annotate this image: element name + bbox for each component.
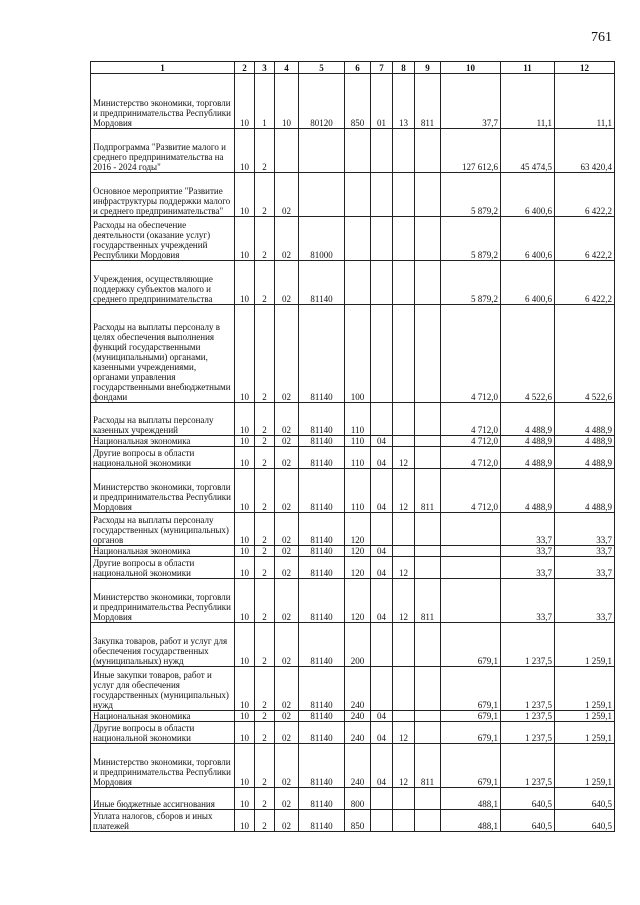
expense-code-cell: 81140 [299, 261, 345, 305]
value-2023-cell: 640,5 [555, 788, 615, 810]
value-2023-cell: 6 422,2 [555, 173, 615, 217]
subsection-cell: 1 [255, 74, 275, 129]
row-name-cell: Другие вопросы в области национальной экономики [91, 557, 235, 579]
table-row [91, 557, 615, 579]
value-2021-cell: 679,1 [441, 722, 501, 744]
expense-code-cell: 81140 [299, 403, 345, 436]
expense-code-cell: 81140 [299, 305, 345, 403]
program-cell: 10 [275, 74, 299, 129]
ministry-cell [415, 261, 441, 305]
expense-type-cell: 850 [345, 810, 371, 832]
table-row [91, 810, 615, 832]
value-2023-cell: 11,1 [555, 74, 615, 129]
value-2021-cell: 4 712,0 [441, 469, 501, 513]
value-2021-cell: 4 712,0 [441, 305, 501, 403]
subsection-cell: 2 [255, 447, 275, 469]
chapter-cell: 04 [371, 469, 393, 513]
ministry-cell [415, 513, 441, 546]
value-2022-cell: 1 237,5 [501, 623, 555, 667]
chapter-cell: 04 [371, 557, 393, 579]
subchapter-cell [393, 546, 415, 557]
table-row [91, 469, 615, 513]
header-row [91, 62, 615, 74]
row-name-cell: Другие вопросы в области национальной экономики [91, 447, 235, 469]
row-name-cell: Национальная экономика [91, 546, 235, 557]
value-2022-cell: 4 488,9 [501, 403, 555, 436]
table-row [91, 667, 615, 711]
value-2021-cell [441, 546, 501, 557]
value-2022-cell: 11,1 [501, 74, 555, 129]
expense-type-cell: 110 [345, 469, 371, 513]
value-2023-cell: 6 422,2 [555, 261, 615, 305]
subchapter-cell: 12 [393, 557, 415, 579]
expense-type-cell: 100 [345, 305, 371, 403]
row-name-cell: Учреждения, осуществляющие поддержку субъектов малого и среднего предпринимательства [91, 261, 235, 305]
subchapter-cell: 13 [393, 74, 415, 129]
value-2021-cell: 4 712,0 [441, 436, 501, 447]
ministry-cell [415, 546, 441, 557]
value-2023-cell: 4 488,9 [555, 469, 615, 513]
program-cell: 02 [275, 447, 299, 469]
column-header: 4 [275, 62, 299, 74]
section-cell: 10 [235, 129, 255, 173]
value-2021-cell: 4 712,0 [441, 447, 501, 469]
expense-code-cell: 81140 [299, 436, 345, 447]
column-header: 6 [345, 62, 371, 74]
expense-type-cell: 240 [345, 667, 371, 711]
subsection-cell: 2 [255, 546, 275, 557]
section-cell: 10 [235, 711, 255, 722]
subsection-cell: 2 [255, 436, 275, 447]
value-2022-cell: 1 237,5 [501, 667, 555, 711]
value-2023-cell: 63 420,4 [555, 129, 615, 173]
expense-code-cell: 81140 [299, 667, 345, 711]
program-cell: 02 [275, 469, 299, 513]
value-2023-cell: 4 488,9 [555, 403, 615, 436]
expense-type-cell: 110 [345, 447, 371, 469]
chapter-cell: 01 [371, 74, 393, 129]
subchapter-cell [393, 711, 415, 722]
row-name-cell: Расходы на выплаты персоналу государственных (муниципальных) органов [91, 513, 235, 546]
table-row [91, 711, 615, 722]
ministry-cell [415, 810, 441, 832]
row-name-cell: Расходы на обеспечение деятельности (оказание услуг) государственных учреждений Республики Мордовия [91, 217, 235, 261]
value-2022-cell: 4 488,9 [501, 469, 555, 513]
row-name-cell: Уплата налогов, сборов и иных платежей [91, 810, 235, 832]
row-name-cell: Министерство экономики, торговли и предпринимательства Республики Мордовия [91, 469, 235, 513]
section-cell: 10 [235, 436, 255, 447]
expense-type-cell: 240 [345, 722, 371, 744]
value-2021-cell [441, 557, 501, 579]
chapter-cell [371, 305, 393, 403]
section-cell: 10 [235, 546, 255, 557]
subsection-cell: 2 [255, 173, 275, 217]
chapter-cell [371, 403, 393, 436]
table-row [91, 513, 615, 546]
value-2022-cell: 33,7 [501, 579, 555, 623]
section-cell: 10 [235, 74, 255, 129]
expense-code-cell: 81140 [299, 546, 345, 557]
program-cell: 02 [275, 711, 299, 722]
program-cell: 02 [275, 623, 299, 667]
subsection-cell: 2 [255, 403, 275, 436]
chapter-cell: 04 [371, 744, 393, 788]
value-2021-cell: 488,1 [441, 788, 501, 810]
expense-code-cell: 81140 [299, 447, 345, 469]
ministry-cell [415, 173, 441, 217]
expense-type-cell: 200 [345, 623, 371, 667]
section-cell: 10 [235, 788, 255, 810]
subsection-cell: 2 [255, 513, 275, 546]
ministry-cell [415, 711, 441, 722]
column-header: 2 [235, 62, 255, 74]
table-row [91, 436, 615, 447]
value-2021-cell [441, 513, 501, 546]
chapter-cell: 04 [371, 722, 393, 744]
chapter-cell [371, 810, 393, 832]
ministry-cell [415, 436, 441, 447]
chapter-cell [371, 513, 393, 546]
column-header: 12 [555, 62, 615, 74]
program-cell: 02 [275, 546, 299, 557]
subsection-cell: 2 [255, 810, 275, 832]
value-2021-cell: 679,1 [441, 744, 501, 788]
subsection-cell: 2 [255, 557, 275, 579]
table-row [91, 546, 615, 557]
row-name-cell: Национальная экономика [91, 711, 235, 722]
value-2022-cell: 33,7 [501, 557, 555, 579]
value-2022-cell: 1 237,5 [501, 744, 555, 788]
value-2021-cell: 679,1 [441, 623, 501, 667]
expense-type-cell: 120 [345, 546, 371, 557]
subchapter-cell [393, 436, 415, 447]
section-cell: 10 [235, 722, 255, 744]
subsection-cell: 2 [255, 261, 275, 305]
section-cell: 10 [235, 579, 255, 623]
ministry-cell [415, 722, 441, 744]
expense-code-cell: 81140 [299, 513, 345, 546]
subchapter-cell: 12 [393, 469, 415, 513]
value-2022-cell: 6 400,6 [501, 261, 555, 305]
ministry-cell [415, 557, 441, 579]
expense-type-cell: 240 [345, 744, 371, 788]
program-cell: 02 [275, 436, 299, 447]
value-2023-cell: 33,7 [555, 513, 615, 546]
column-header: 3 [255, 62, 275, 74]
subchapter-cell [393, 513, 415, 546]
expense-code-cell: 81140 [299, 579, 345, 623]
section-cell: 10 [235, 447, 255, 469]
section-cell: 10 [235, 810, 255, 832]
column-header: 1 [91, 62, 235, 74]
chapter-cell [371, 173, 393, 217]
subsection-cell: 2 [255, 129, 275, 173]
value-2021-cell: 679,1 [441, 711, 501, 722]
subchapter-cell [393, 810, 415, 832]
ministry-cell [415, 667, 441, 711]
program-cell: 02 [275, 667, 299, 711]
expense-code-cell: 81140 [299, 722, 345, 744]
section-cell: 10 [235, 173, 255, 217]
expense-type-cell: 110 [345, 403, 371, 436]
row-name-cell: Национальная экономика [91, 436, 235, 447]
ministry-cell: 811 [415, 744, 441, 788]
value-2021-cell: 4 712,0 [441, 403, 501, 436]
subchapter-cell [393, 623, 415, 667]
chapter-cell: 04 [371, 447, 393, 469]
table-row [91, 623, 615, 667]
value-2023-cell: 33,7 [555, 546, 615, 557]
value-2023-cell: 1 259,1 [555, 744, 615, 788]
ministry-cell [415, 403, 441, 436]
program-cell: 02 [275, 810, 299, 832]
subchapter-cell [393, 217, 415, 261]
subchapter-cell: 12 [393, 744, 415, 788]
table-row [91, 74, 615, 129]
ministry-cell: 811 [415, 579, 441, 623]
section-cell: 10 [235, 403, 255, 436]
table-row [91, 447, 615, 469]
chapter-cell [371, 623, 393, 667]
row-name-cell: Расходы на выплаты персоналу казенных учреждений [91, 403, 235, 436]
value-2022-cell: 1 237,5 [501, 711, 555, 722]
ministry-cell [415, 305, 441, 403]
expense-code-cell: 81140 [299, 469, 345, 513]
program-cell: 02 [275, 557, 299, 579]
value-2023-cell: 4 488,9 [555, 447, 615, 469]
expense-type-cell [345, 173, 371, 217]
chapter-cell [371, 667, 393, 711]
table-row [91, 173, 615, 217]
subsection-cell: 2 [255, 722, 275, 744]
expense-type-cell: 120 [345, 557, 371, 579]
expense-code-cell [299, 173, 345, 217]
value-2022-cell: 6 400,6 [501, 217, 555, 261]
value-2023-cell: 1 259,1 [555, 722, 615, 744]
section-cell: 10 [235, 513, 255, 546]
chapter-cell [371, 261, 393, 305]
chapter-cell [371, 129, 393, 173]
column-header: 8 [393, 62, 415, 74]
ministry-cell [415, 217, 441, 261]
section-cell: 10 [235, 623, 255, 667]
value-2023-cell: 6 422,2 [555, 217, 615, 261]
value-2022-cell: 33,7 [501, 513, 555, 546]
section-cell: 10 [235, 744, 255, 788]
value-2022-cell: 4 488,9 [501, 447, 555, 469]
table-row [91, 403, 615, 436]
value-2023-cell: 1 259,1 [555, 711, 615, 722]
subchapter-cell [393, 173, 415, 217]
ministry-cell [415, 623, 441, 667]
chapter-cell: 04 [371, 436, 393, 447]
ministry-cell [415, 129, 441, 173]
subsection-cell: 2 [255, 217, 275, 261]
value-2022-cell: 45 474,5 [501, 129, 555, 173]
row-name-cell: Иные закупки товаров, работ и услуг для обеспечения государственных (муниципальных) нужд [91, 667, 235, 711]
budget-table [90, 61, 615, 832]
subchapter-cell [393, 305, 415, 403]
expense-code-cell: 81140 [299, 557, 345, 579]
ministry-cell: 811 [415, 469, 441, 513]
subchapter-cell: 12 [393, 447, 415, 469]
value-2021-cell: 679,1 [441, 667, 501, 711]
value-2023-cell: 33,7 [555, 579, 615, 623]
page-number: 761 [591, 30, 612, 45]
value-2022-cell: 4 488,9 [501, 436, 555, 447]
table-row [91, 305, 615, 403]
subsection-cell: 2 [255, 623, 275, 667]
table-row [91, 579, 615, 623]
subsection-cell: 2 [255, 469, 275, 513]
expense-code-cell: 81000 [299, 217, 345, 261]
table-header [91, 62, 615, 74]
program-cell: 02 [275, 403, 299, 436]
section-cell: 10 [235, 261, 255, 305]
value-2022-cell: 33,7 [501, 546, 555, 557]
column-header: 7 [371, 62, 393, 74]
section-cell: 10 [235, 305, 255, 403]
row-name-cell: Основное мероприятие "Развитие инфраструктуры поддержки малого и среднего предпринимательства" [91, 173, 235, 217]
expense-type-cell: 240 [345, 711, 371, 722]
subchapter-cell: 12 [393, 722, 415, 744]
program-cell [275, 129, 299, 173]
expense-type-cell [345, 217, 371, 261]
expense-code-cell: 80120 [299, 74, 345, 129]
row-name-cell: Министерство экономики, торговли и предпринимательства Республики Мордовия [91, 744, 235, 788]
table-row [91, 788, 615, 810]
section-cell: 10 [235, 469, 255, 513]
subsection-cell: 2 [255, 305, 275, 403]
value-2022-cell: 6 400,6 [501, 173, 555, 217]
expense-code-cell [299, 129, 345, 173]
subsection-cell: 2 [255, 667, 275, 711]
subchapter-cell [393, 788, 415, 810]
subchapter-cell: 12 [393, 579, 415, 623]
value-2023-cell: 33,7 [555, 557, 615, 579]
table-row [91, 217, 615, 261]
expense-type-cell: 800 [345, 788, 371, 810]
section-cell: 10 [235, 557, 255, 579]
program-cell: 02 [275, 722, 299, 744]
expense-type-cell [345, 129, 371, 173]
program-cell: 02 [275, 579, 299, 623]
table-body [91, 74, 615, 832]
expense-type-cell [345, 261, 371, 305]
value-2021-cell [441, 579, 501, 623]
value-2023-cell: 1 259,1 [555, 623, 615, 667]
value-2022-cell: 640,5 [501, 810, 555, 832]
column-header: 10 [441, 62, 501, 74]
row-name-cell: Расходы на выплаты персоналу в целях обеспечения выполнения функций государственными (муниципальными) органами, казенными учреждениями, органами управления государственными внебюджетными фондами [91, 305, 235, 403]
expense-type-cell: 120 [345, 513, 371, 546]
program-cell: 02 [275, 744, 299, 788]
value-2021-cell: 5 879,2 [441, 217, 501, 261]
row-name-cell: Иные бюджетные ассигнования [91, 788, 235, 810]
column-header: 5 [299, 62, 345, 74]
row-name-cell: Другие вопросы в области национальной экономики [91, 722, 235, 744]
value-2021-cell: 5 879,2 [441, 173, 501, 217]
value-2021-cell: 127 612,6 [441, 129, 501, 173]
program-cell: 02 [275, 261, 299, 305]
subchapter-cell [393, 667, 415, 711]
value-2023-cell: 640,5 [555, 810, 615, 832]
row-name-cell: Министерство экономики, торговли и предпринимательства Республики Мордовия [91, 74, 235, 129]
expense-code-cell: 81140 [299, 810, 345, 832]
table-row [91, 261, 615, 305]
program-cell: 02 [275, 513, 299, 546]
table-row [91, 129, 615, 173]
row-name-cell: Закупка товаров, работ и услуг для обеспечения государственных (муниципальных) нужд [91, 623, 235, 667]
chapter-cell: 04 [371, 546, 393, 557]
row-name-cell: Подпрограмма "Развитие малого и среднего предпринимательства на 2016 - 2024 годы" [91, 129, 235, 173]
value-2022-cell: 640,5 [501, 788, 555, 810]
subsection-cell: 2 [255, 788, 275, 810]
expense-code-cell: 81140 [299, 623, 345, 667]
chapter-cell [371, 217, 393, 261]
expense-code-cell: 81140 [299, 788, 345, 810]
row-name-cell: Министерство экономики, торговли и предпринимательства Республики Мордовия [91, 579, 235, 623]
subsection-cell: 2 [255, 744, 275, 788]
subchapter-cell [393, 403, 415, 436]
subchapter-cell [393, 129, 415, 173]
program-cell: 02 [275, 305, 299, 403]
value-2023-cell: 1 259,1 [555, 667, 615, 711]
ministry-cell [415, 788, 441, 810]
subsection-cell: 2 [255, 579, 275, 623]
value-2021-cell: 5 879,2 [441, 261, 501, 305]
table-row [91, 722, 615, 744]
ministry-cell [415, 447, 441, 469]
value-2021-cell: 488,1 [441, 810, 501, 832]
value-2022-cell: 4 522,6 [501, 305, 555, 403]
section-cell: 10 [235, 667, 255, 711]
chapter-cell [371, 788, 393, 810]
value-2023-cell: 4 488,9 [555, 436, 615, 447]
chapter-cell: 04 [371, 579, 393, 623]
subchapter-cell [393, 261, 415, 305]
ministry-cell: 811 [415, 74, 441, 129]
expense-type-cell: 110 [345, 436, 371, 447]
program-cell: 02 [275, 173, 299, 217]
subsection-cell: 2 [255, 711, 275, 722]
expense-code-cell: 81140 [299, 711, 345, 722]
value-2023-cell: 4 522,6 [555, 305, 615, 403]
table-row [91, 744, 615, 788]
expense-code-cell: 81140 [299, 744, 345, 788]
value-2022-cell: 1 237,5 [501, 722, 555, 744]
section-cell: 10 [235, 217, 255, 261]
expense-type-cell: 850 [345, 74, 371, 129]
column-header: 11 [501, 62, 555, 74]
expense-type-cell: 120 [345, 579, 371, 623]
column-header: 9 [415, 62, 441, 74]
program-cell: 02 [275, 788, 299, 810]
value-2021-cell: 37,7 [441, 74, 501, 129]
program-cell: 02 [275, 217, 299, 261]
chapter-cell: 04 [371, 711, 393, 722]
